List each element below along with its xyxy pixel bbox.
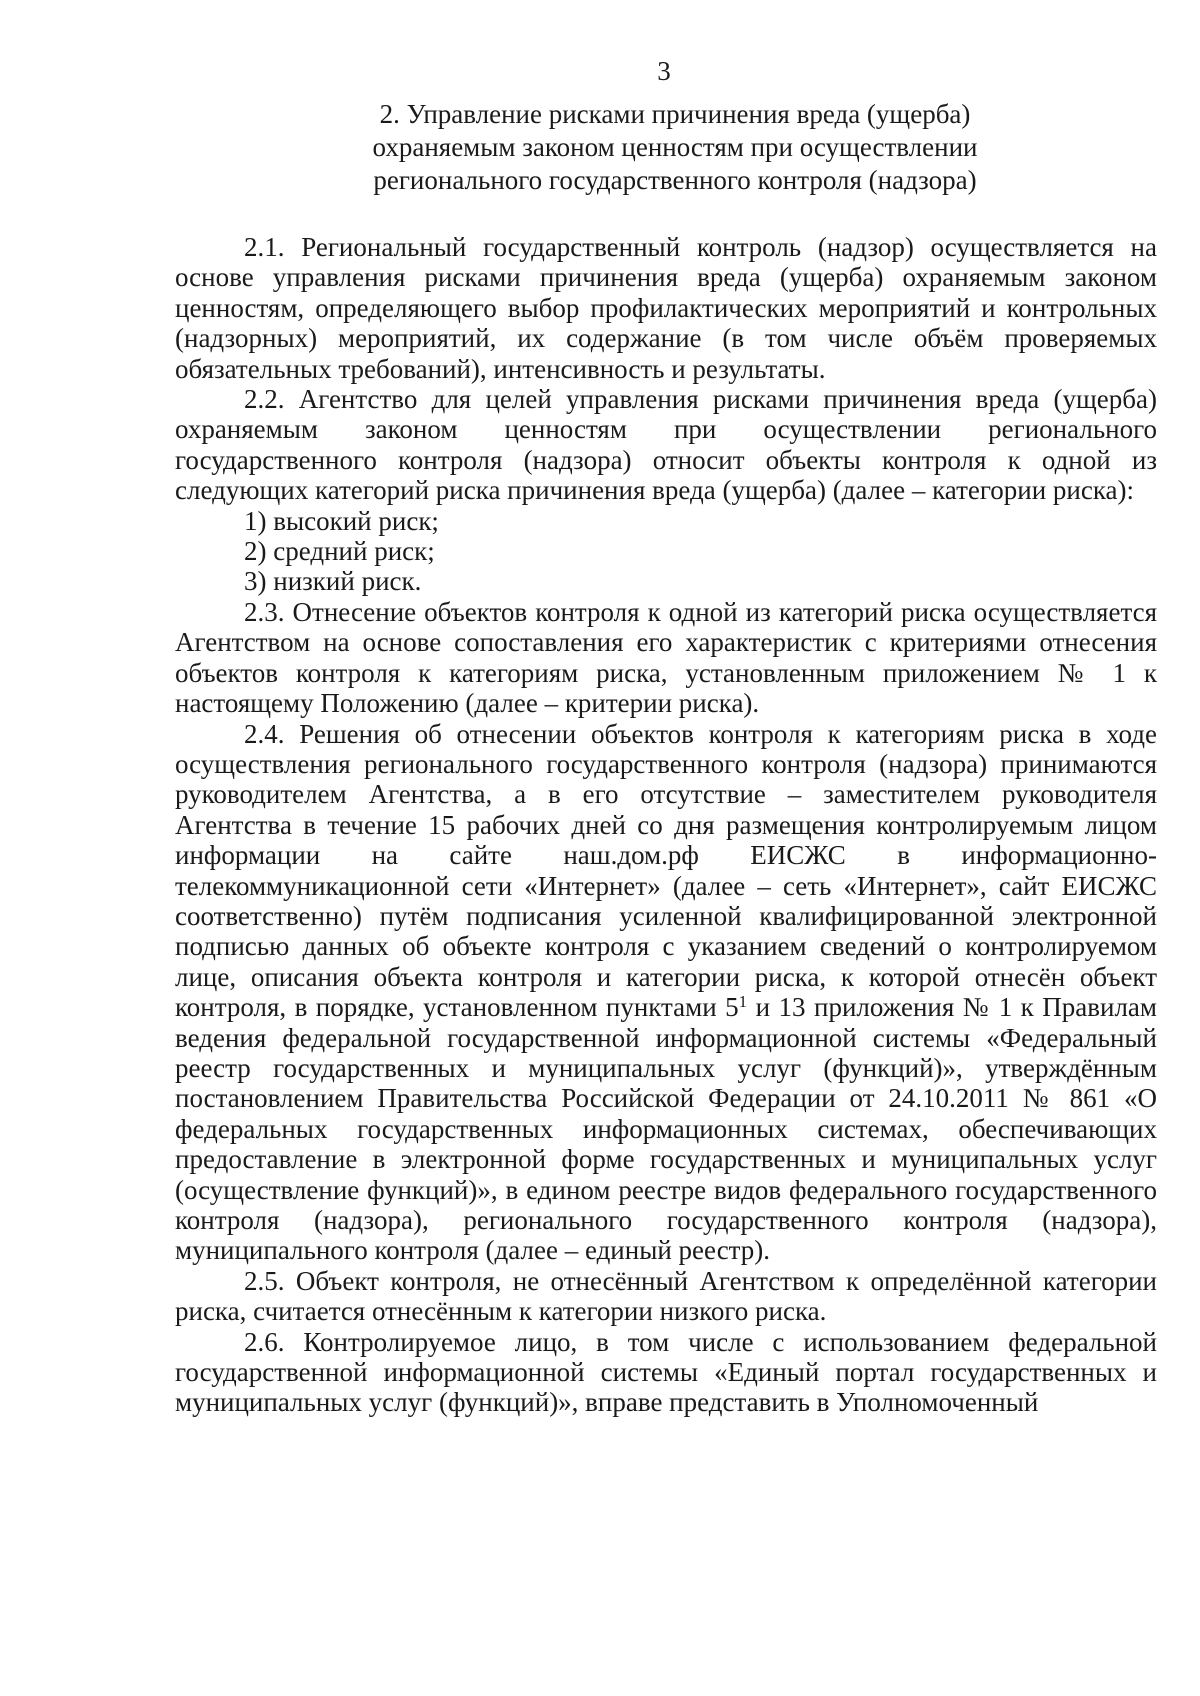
document-body	[175, 232, 1157, 1418]
paragraph-2-1: 2.1. Региональный государственный контроль (надзор) осуществляется на основе управления рисками причинения вреда (ущерба) охраняемым законом ценностям, определяющего выбор профилактических мероприятий и контрольных (надзорных) мероприятий, их содержание (в том числе объём проверяемых обязательных требований), интенсивность и результаты.	[175, 232, 1157, 384]
paragraph-2-4-text: 2.4. Решения об отнесении объектов контроля к категориям риска в ходе осуществления регионального государственного контроля (надзора) принимаются руководителем Агентства, а в его отсутствие – заместителем руководителя Агентства в течение 15 рабочих дней со дня размещения контролируемым лицом информации на сайте наш.дом.рф ЕИСЖС в информационно-телекоммуникационной сети «Интернет» (далее – сеть «Интернет», сайт ЕИСЖС соответственно) путём подписания усиленной квалифицированной электронной подписью данных об объекте контроля с указанием сведений о контролируемом лице, описания объекта контроля и категории риска, к которой отнесён объект контроля, в порядке, установленном пунктами 5	[175, 718, 1157, 1023]
paragraph-2-4	[175, 719, 1157, 1266]
paragraph-2-5: 2.5. Объект контроля, не отнесённый Агентством к определённой категории риска, считается отнесённым к категории низкого риска.	[175, 1265, 1157, 1327]
risk-category-item: 1) высокий риск;	[244, 505, 439, 536]
page-number: 3	[657, 56, 671, 86]
section-title	[175, 98, 1175, 197]
section-title-line: 2. Управление рисками причинения вреда (ущерба)	[379, 99, 971, 129]
paragraph-2-6: 2.6. Контролируемое лицо, в том числе с использованием федеральной государственной информационной системы «Единый портал государственных и муниципальных услуг (функций)», вправе представить в Уполномоченный	[175, 1326, 1157, 1418]
superscript-index: 1	[738, 992, 748, 1012]
risk-category-item: 3) низкий риск.	[244, 566, 422, 597]
section-title-line: охраняемым законом ценностям при осуществлении	[372, 132, 978, 162]
section-title-line: регионального государственного контроля (надзора)	[373, 165, 977, 195]
paragraph-2-4-text-continued: и 13 приложения № 1 к Правилам ведения федеральной государственной информационной системы «Федеральный реестр государственных и муниципальных услуг (функций)», утверждённым постановлением Правительства Российской Федерации от 24.10.2011 № 861 «О федеральных государственных информационных системах, обеспечивающих предоставление в электронной форме государственных и муниципальных услуг (осуществление функций)», в едином реестре видов федерального государственного контроля (надзора), регионального государственного контроля (надзора), муниципального контроля (далее – единый реестр).	[175, 992, 1157, 1266]
paragraph-2-2: 2.2. Агентство для целей управления рисками причинения вреда (ущерба) охраняемым законом ценностям при осуществлении регионального государственного контроля (надзора) относит объекты контроля к одной из следующих категорий риска причинения вреда (ущерба) (далее – категории риска):	[175, 384, 1157, 506]
risk-category-item: 2) средний риск;	[244, 536, 435, 567]
paragraph-2-3: 2.3. Отнесение объектов контроля к одной из категорий риска осуществляется Агентством на основе сопоставления его характеристик с критериями отнесения объектов контроля к категориям риска, установленным приложением № 1 к настоящему Положению (далее – критерии риска).	[175, 596, 1157, 719]
